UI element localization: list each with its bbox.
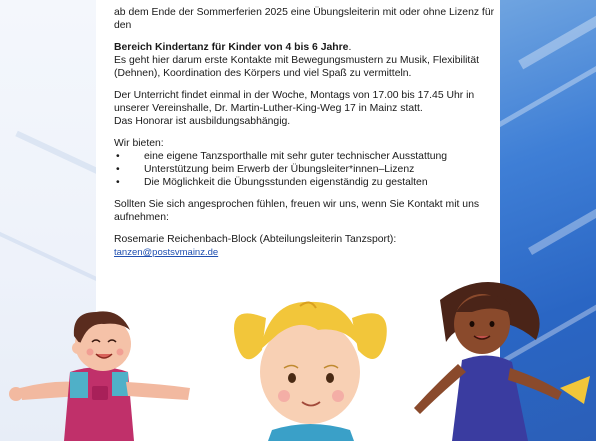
girl-eye bbox=[326, 373, 334, 383]
area-paragraph bbox=[114, 41, 498, 80]
boy-shirt-sleeve bbox=[112, 372, 128, 396]
girl-eye bbox=[288, 373, 296, 383]
email-link[interactable]: tanzen@postsvmainz.de bbox=[114, 247, 219, 258]
offer-item-text: Unterstützung beim Erwerb der Übungsleiter*innen–Lizenz bbox=[144, 164, 415, 175]
boy-ear bbox=[72, 342, 84, 354]
girl-cheek bbox=[278, 390, 290, 402]
bullet-icon: • bbox=[116, 151, 120, 162]
boy-hand bbox=[9, 387, 23, 401]
schedule-text: Der Unterricht findet einmal in der Woche, Montags von 17.00 bis 17.45 Uhr in unserer Vereinshalle, Dr. Martin-Luther-King-Weg 17 in Mainz statt. bbox=[114, 90, 475, 114]
fee-text: Das Honorar ist ausbildungsabhängig. bbox=[114, 116, 291, 127]
offer-heading: Wir bieten: bbox=[114, 138, 164, 149]
intro-line: ab dem Ende der Sommerferien 2025 eine Übungsleiterin mit oder ohne Lizenz für den bbox=[114, 7, 495, 31]
area-description: Es geht hier darum erste Kontakte mit Bewegungsmustern zu Musik, Flexibilität (Dehnen), Koordination des Körpers und viel Spaß zu vermitteln. bbox=[114, 55, 479, 79]
girl-cheek bbox=[332, 390, 344, 402]
area-heading: Bereich Kindertanz für Kinder von 4 bis 6 Jahre bbox=[114, 42, 349, 53]
decorative-streak bbox=[518, 0, 596, 69]
decorative-streak bbox=[500, 48, 596, 137]
bullet-icon: • bbox=[116, 164, 120, 175]
dark-girl-eye bbox=[490, 321, 495, 327]
contact-person: Rosemarie Reichenbach-Block (Abteilungsleiterin Tanzsport): bbox=[114, 234, 397, 245]
offer-section bbox=[114, 137, 498, 189]
area-heading-end: . bbox=[348, 42, 352, 53]
list-item bbox=[114, 163, 498, 176]
boy-cheek bbox=[117, 349, 124, 356]
list-item bbox=[114, 150, 498, 163]
list-item bbox=[114, 176, 498, 189]
offer-item-text: eine eigene Tanzsporthalle mit sehr guter technischer Ausstattung bbox=[144, 151, 448, 162]
intro-paragraph bbox=[114, 6, 498, 32]
schedule-paragraph bbox=[114, 89, 498, 128]
boy-pocket bbox=[92, 386, 108, 400]
contact-text: Sollten Sie sich angesprochen fühlen, freuen wir uns, wenn Sie Kontakt mit uns aufnehmen: bbox=[114, 199, 480, 223]
offer-item-text: Die Möglichkeit die Übungsstunden eigenständig zu gestalten bbox=[144, 177, 428, 188]
bullet-icon: • bbox=[116, 177, 120, 188]
boy-shirt-sleeve bbox=[70, 372, 88, 398]
contact-paragraph bbox=[114, 198, 498, 224]
decorative-streak bbox=[528, 173, 596, 255]
flyer-text bbox=[114, 6, 498, 259]
boy-cheek bbox=[87, 349, 94, 356]
offer-list bbox=[114, 150, 498, 189]
dark-girl-eye bbox=[470, 321, 475, 327]
